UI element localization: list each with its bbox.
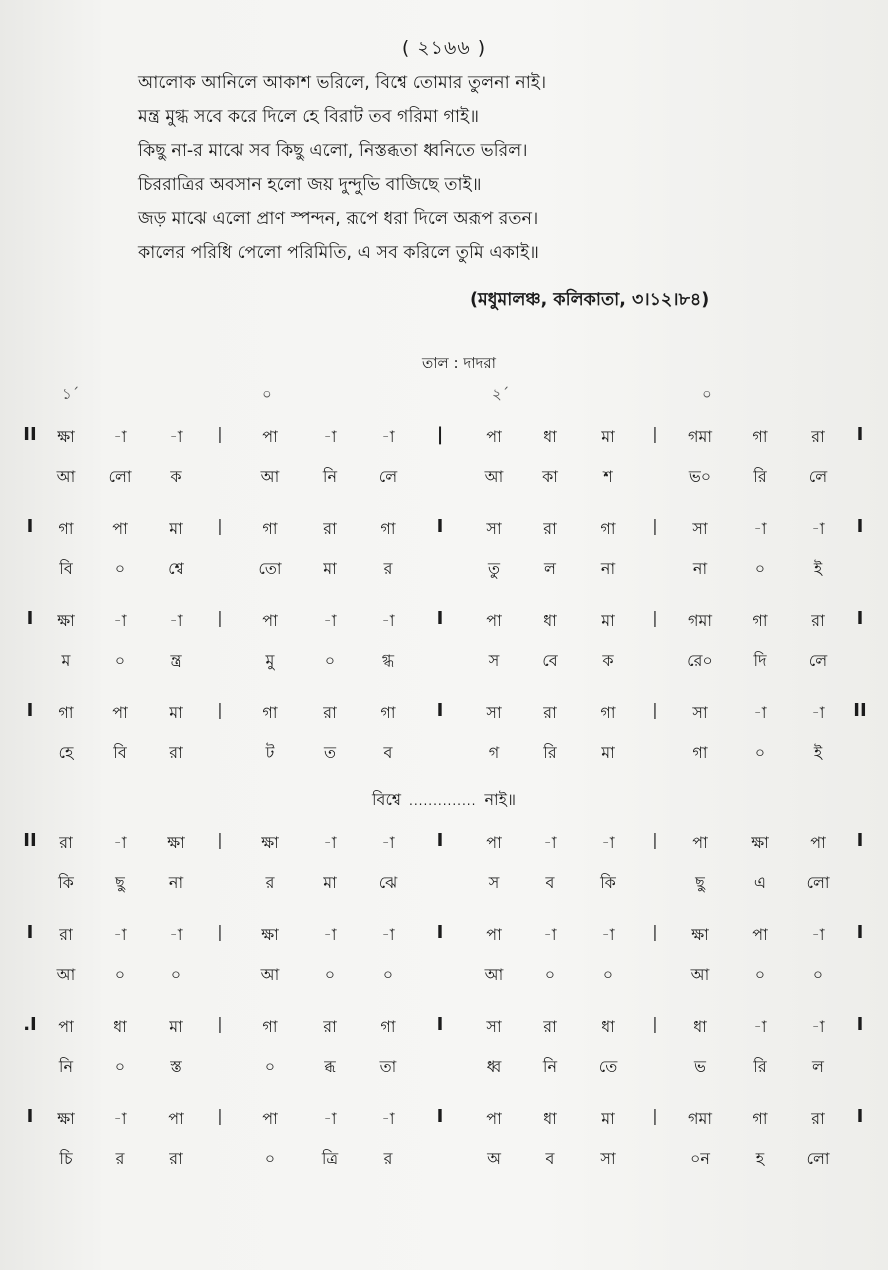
lyric-cell: ০ xyxy=(170,965,182,984)
note-cell: মা xyxy=(601,1109,615,1128)
bar-line: I xyxy=(436,1014,444,1035)
note-cell: ক্ষা xyxy=(261,925,279,944)
note-cell: গা xyxy=(58,703,74,722)
lyric-cell: নি xyxy=(542,1057,558,1076)
notation-note-row xyxy=(0,1100,888,1140)
note-cell: মা xyxy=(601,611,615,630)
lyric-cell: লো xyxy=(806,873,830,892)
note-cell: -া xyxy=(543,925,557,944)
notation-lyric-row xyxy=(0,1048,888,1100)
note-cell: -া xyxy=(543,833,557,852)
bar-line: I xyxy=(26,700,34,721)
lyric-cell: ভ xyxy=(694,1057,706,1076)
poem-line: জড় মাঝে এলো প্রাণ স্পন্দন, রূপে ধরা দিলে অরূপ রতন। xyxy=(138,209,539,229)
lyric-cell: ০ xyxy=(602,965,614,984)
lyric-cell: তা xyxy=(379,1057,397,1076)
bar-line: | xyxy=(652,1014,658,1033)
note-cell: -া xyxy=(381,611,395,630)
note-cell: -া xyxy=(113,925,127,944)
note-cell: -া xyxy=(381,925,395,944)
poem-line: আলোক আনিলে আকাশ ভরিলে, বিশ্বে তোমার তুলনা নাই। xyxy=(138,73,547,93)
lyric-cell: মা xyxy=(323,559,337,578)
note-cell: পা xyxy=(262,611,278,630)
lyric-cell: স xyxy=(488,873,500,892)
note-cell: ধা xyxy=(113,1017,127,1036)
notation-note-row xyxy=(0,1008,888,1048)
lyric-cell: ০ xyxy=(114,559,126,578)
lyric-cell: ০ন xyxy=(690,1149,710,1168)
lyric-cell: ব xyxy=(545,873,555,892)
poem-line: কালের পরিধি পেলো পরিমিতি, এ সব করিলে তুমি একাই॥ xyxy=(138,243,539,263)
note-cell: -া xyxy=(811,519,825,538)
bar-line: I xyxy=(856,830,864,851)
note-cell: ক্ষা xyxy=(751,833,769,852)
refrain-dots: .............. xyxy=(409,793,477,808)
bar-line: | xyxy=(217,608,223,627)
lyric-cell: মু xyxy=(265,651,275,670)
lyric-cell: মা xyxy=(323,873,337,892)
note-cell: গা xyxy=(752,427,768,446)
note-cell: গমা xyxy=(687,1109,712,1128)
lyric-cell: ব xyxy=(545,1149,555,1168)
lyric-cell: কি xyxy=(58,873,74,892)
lyric-cell: সা xyxy=(600,1149,616,1168)
refrain-end: নাই॥ xyxy=(484,790,517,809)
bar-line: | xyxy=(652,1106,658,1125)
lyric-cell: রা xyxy=(169,743,183,762)
beat-mark: ২´ xyxy=(492,385,510,403)
note-cell: গা xyxy=(262,1017,278,1036)
lyric-cell: ল xyxy=(812,1057,824,1076)
note-cell: গা xyxy=(752,1109,768,1128)
bar-line: I xyxy=(856,516,864,537)
note-cell: সা xyxy=(692,703,708,722)
lyric-cell: লে xyxy=(378,467,398,486)
note-cell: -া xyxy=(323,611,337,630)
lyric-cell: আ xyxy=(690,965,710,984)
bar-line: | xyxy=(652,424,658,443)
note-cell: পা xyxy=(486,833,502,852)
lyric-cell: ০ xyxy=(812,965,824,984)
notation-note-row xyxy=(0,602,888,642)
lyric-cell: ০ xyxy=(544,965,556,984)
lyric-cell: গ্ধ xyxy=(381,651,395,670)
lyric-cell: গ xyxy=(488,743,500,762)
note-cell: রা xyxy=(59,925,73,944)
lyric-cell: র xyxy=(383,1149,393,1168)
note-cell: পা xyxy=(810,833,826,852)
note-cell: সা xyxy=(486,703,502,722)
bar-line: II xyxy=(853,700,867,721)
lyric-cell: তে xyxy=(598,1057,618,1076)
lyric-cell: স্ত xyxy=(170,1057,182,1076)
note-cell: পা xyxy=(486,427,502,446)
note-cell: -া xyxy=(753,703,767,722)
note-cell: সা xyxy=(692,519,708,538)
lyric-cell: লে xyxy=(808,467,828,486)
lyric-cell: ব xyxy=(383,743,393,762)
lyric-cell: আ xyxy=(56,965,76,984)
lyric-cell: হ xyxy=(755,1149,765,1168)
poem-text xyxy=(138,66,858,270)
note-cell: -া xyxy=(753,519,767,538)
note-cell: ক্ষা xyxy=(261,833,279,852)
bar-line: | xyxy=(217,516,223,535)
lyric-cell: বি xyxy=(59,559,73,578)
lyric-cell: ঝে xyxy=(378,873,398,892)
note-cell: পা xyxy=(112,519,128,538)
lyric-cell: নি xyxy=(58,1057,74,1076)
note-cell: পা xyxy=(58,1017,74,1036)
lyric-cell: ম xyxy=(61,651,71,670)
bar-line: | xyxy=(217,1106,223,1125)
lyric-cell: ০ xyxy=(754,965,766,984)
note-cell: ধা xyxy=(601,1017,615,1036)
lyric-cell: ধ্ব xyxy=(486,1057,502,1076)
taal-label: তাল : দাদরা xyxy=(421,354,497,372)
lyric-cell: ০ xyxy=(114,1057,126,1076)
lyric-cell: ০ xyxy=(264,1149,276,1168)
lyric-cell: ত xyxy=(323,743,336,762)
bar-line: I xyxy=(856,424,864,445)
lyric-cell: চি xyxy=(59,1149,73,1168)
lyric-cell: না xyxy=(168,873,184,892)
bar-line: | xyxy=(652,700,658,719)
poem-line: চিররাত্রির অবসান হলো জয় দুন্দুভি বাজিছে তাই॥ xyxy=(138,175,482,195)
note-cell: সা xyxy=(486,1017,502,1036)
note-cell: পা xyxy=(262,1109,278,1128)
lyric-cell: না xyxy=(692,559,708,578)
note-cell: ধা xyxy=(543,1109,557,1128)
bar-line: | xyxy=(217,1014,223,1033)
notation-table xyxy=(0,418,888,1192)
note-cell: -া xyxy=(323,925,337,944)
notation-note-row xyxy=(0,510,888,550)
note-cell: মা xyxy=(169,519,183,538)
lyric-cell: আ xyxy=(260,467,280,486)
note-cell: ধা xyxy=(543,611,557,630)
note-cell: -া xyxy=(323,1109,337,1128)
bar-line: | xyxy=(652,516,658,535)
lyric-cell: আ xyxy=(484,467,504,486)
poem-line: কিছু না-র মাঝে সব কিছু এলো, নিস্তব্ধতা ধ্বনিতে ভরিল। xyxy=(138,141,528,161)
bar-line: I xyxy=(26,1106,34,1127)
note-cell: পা xyxy=(262,427,278,446)
bar-line: I xyxy=(436,1106,444,1127)
poem-line: মন্ত্র মুগ্ধ সবে করে দিলে হে বিরাট তব গরিমা গাই॥ xyxy=(138,107,480,127)
lyric-cell: ০ xyxy=(114,651,126,670)
lyric-cell: লো xyxy=(108,467,132,486)
lyric-cell: গা xyxy=(692,743,708,762)
bar-line: .I xyxy=(23,1014,37,1035)
note-cell: রা xyxy=(811,611,825,630)
lyric-cell: ০ xyxy=(382,965,394,984)
lyric-cell: হে xyxy=(58,743,74,762)
notation-lyric-row xyxy=(0,1140,888,1192)
notation-lyric-row xyxy=(0,956,888,1008)
bar-line: I xyxy=(856,1014,864,1035)
bar-line: | xyxy=(217,424,223,443)
lyric-cell: শ xyxy=(603,467,613,486)
lyric-cell: ০ xyxy=(324,965,336,984)
note-cell: গা xyxy=(380,703,396,722)
bar-line: I xyxy=(436,922,444,943)
note-cell: রা xyxy=(543,519,557,538)
lyric-cell: বে xyxy=(542,651,558,670)
bar-line: | xyxy=(652,922,658,941)
note-cell: মা xyxy=(169,1017,183,1036)
bar-line: | xyxy=(436,424,444,445)
beat-marks xyxy=(0,383,888,407)
lyric-cell: ন্ত্র xyxy=(170,651,182,670)
lyric-cell: ই xyxy=(813,743,823,762)
lyric-cell: অ xyxy=(487,1149,501,1168)
lyric-cell: র xyxy=(115,1149,125,1168)
beat-mark: ০ xyxy=(702,385,712,403)
lyric-cell: আ xyxy=(260,965,280,984)
lyric-cell: র xyxy=(265,873,275,892)
note-cell: -া xyxy=(381,427,395,446)
lyric-cell: র xyxy=(383,559,393,578)
note-cell: গমা xyxy=(687,611,712,630)
lyric-cell: রি xyxy=(753,1057,767,1076)
notation-lyric-row xyxy=(0,734,888,780)
lyric-cell: ০ xyxy=(324,651,336,670)
lyric-cell: ক xyxy=(602,651,614,670)
notation-lyric-row xyxy=(0,642,888,694)
lyric-cell: রে০ xyxy=(687,651,713,670)
notation-lyric-row xyxy=(0,864,888,916)
bar-line: I xyxy=(856,608,864,629)
note-cell: গা xyxy=(262,703,278,722)
note-cell: গা xyxy=(600,703,616,722)
lyric-cell: রি xyxy=(753,467,767,486)
bar-line: | xyxy=(652,830,658,849)
bar-line: I xyxy=(26,516,34,537)
note-cell: -া xyxy=(323,833,337,852)
lyric-cell: লে xyxy=(808,651,828,670)
note-cell: ক্ষা xyxy=(57,611,75,630)
lyric-cell: ল xyxy=(544,559,556,578)
note-cell: রা xyxy=(323,703,337,722)
note-cell: -া xyxy=(113,833,127,852)
lyric-cell: স xyxy=(488,651,500,670)
note-cell: -া xyxy=(323,427,337,446)
bar-line: | xyxy=(217,700,223,719)
note-cell: -া xyxy=(113,427,127,446)
bar-line: I xyxy=(436,608,444,629)
beat-mark: ১´ xyxy=(62,385,80,403)
note-cell: রা xyxy=(323,519,337,538)
lyric-cell: এ xyxy=(753,873,767,892)
bar-line: | xyxy=(217,922,223,941)
note-cell: পা xyxy=(112,703,128,722)
notation-note-row xyxy=(0,916,888,956)
lyric-cell: রা xyxy=(169,1149,183,1168)
note-cell: -া xyxy=(753,1017,767,1036)
lyric-cell: ভ০ xyxy=(688,467,712,486)
bar-line: | xyxy=(217,830,223,849)
lyric-cell: ছু xyxy=(115,873,125,892)
bar-line: II xyxy=(23,830,37,851)
note-cell: গা xyxy=(380,1017,396,1036)
note-cell: -া xyxy=(169,427,183,446)
bar-line: | xyxy=(652,608,658,627)
bar-line: II xyxy=(23,424,37,445)
lyric-cell: ০ xyxy=(754,559,766,578)
lyric-cell: বি xyxy=(113,743,127,762)
note-cell: গা xyxy=(600,519,616,538)
notation-note-row xyxy=(0,694,888,734)
note-cell: ধা xyxy=(693,1017,707,1036)
note-cell: পা xyxy=(168,1109,184,1128)
lyric-cell: ০ xyxy=(264,1057,276,1076)
note-cell: -া xyxy=(169,611,183,630)
note-cell: গা xyxy=(752,611,768,630)
note-cell: রা xyxy=(811,427,825,446)
note-cell: পা xyxy=(692,833,708,852)
note-cell: -া xyxy=(381,1109,395,1128)
bar-line: I xyxy=(436,516,444,537)
notation-note-row xyxy=(0,418,888,458)
note-cell: মা xyxy=(601,427,615,446)
note-cell: রা xyxy=(323,1017,337,1036)
note-cell: -া xyxy=(601,833,615,852)
note-cell: রা xyxy=(811,1109,825,1128)
note-cell: -া xyxy=(811,1017,825,1036)
notation-note-row xyxy=(0,824,888,864)
lyric-cell: ০ xyxy=(114,965,126,984)
note-cell: -া xyxy=(811,925,825,944)
lyric-cell: তু xyxy=(487,559,500,578)
bar-line: I xyxy=(26,922,34,943)
lyric-cell: না xyxy=(600,559,616,578)
lyric-cell: রি xyxy=(543,743,557,762)
note-cell: ক্ষা xyxy=(691,925,709,944)
note-cell: পা xyxy=(752,925,768,944)
notation-lyric-row xyxy=(0,458,888,510)
lyric-cell: লো xyxy=(806,1149,830,1168)
beat-mark: ০ xyxy=(262,385,272,403)
note-cell: -া xyxy=(811,703,825,722)
lyric-cell: ব্ধ xyxy=(324,1057,336,1076)
note-cell: পা xyxy=(486,1109,502,1128)
note-cell: -া xyxy=(601,925,615,944)
lyric-cell: নি xyxy=(322,467,338,486)
refrain-start: বিশ্বে xyxy=(371,790,402,809)
lyric-cell: কি xyxy=(600,873,616,892)
lyric-cell: ত্রি xyxy=(321,1149,339,1168)
notation-lyric-row xyxy=(0,550,888,602)
source-citation: (মধুমালঞ্চ, কলিকাতা, ৩।১২।৮৪) xyxy=(470,290,710,310)
lyric-cell: তো xyxy=(258,559,282,578)
note-cell: পা xyxy=(486,925,502,944)
note-cell: পা xyxy=(486,611,502,630)
lyric-cell: ০ xyxy=(754,743,766,762)
note-cell: রা xyxy=(543,703,557,722)
lyric-cell: ক xyxy=(170,467,182,486)
lyric-cell: শ্বে xyxy=(168,559,184,578)
note-cell: -া xyxy=(169,925,183,944)
lyric-cell: ছু xyxy=(695,873,705,892)
note-cell: রা xyxy=(543,1017,557,1036)
lyric-cell: মা xyxy=(601,743,615,762)
note-cell: গা xyxy=(58,519,74,538)
lyric-cell: আ xyxy=(484,965,504,984)
lyric-cell: কা xyxy=(542,467,558,486)
refrain-line xyxy=(0,780,888,824)
bar-line: I xyxy=(436,830,444,851)
bar-line: I xyxy=(856,1106,864,1127)
lyric-cell: আ xyxy=(56,467,76,486)
note-cell: ধা xyxy=(543,427,557,446)
note-cell: গা xyxy=(380,519,396,538)
page-number: ( ২১৬৬ ) xyxy=(401,37,487,59)
note-cell: সা xyxy=(486,519,502,538)
note-cell: গা xyxy=(262,519,278,538)
bar-line: I xyxy=(436,700,444,721)
lyric-cell: ট xyxy=(265,743,275,762)
note-cell: -া xyxy=(113,1109,127,1128)
note-cell: ক্ষা xyxy=(57,1109,75,1128)
lyric-cell: ই xyxy=(813,559,823,578)
bar-line: I xyxy=(856,922,864,943)
lyric-cell: দি xyxy=(753,651,767,670)
note-cell: -া xyxy=(381,833,395,852)
note-cell: মা xyxy=(169,703,183,722)
note-cell: রা xyxy=(59,833,73,852)
bar-line: I xyxy=(26,608,34,629)
note-cell: ক্ষা xyxy=(167,833,185,852)
note-cell: গমা xyxy=(687,427,712,446)
note-cell: ক্ষা xyxy=(57,427,75,446)
note-cell: -া xyxy=(113,611,127,630)
